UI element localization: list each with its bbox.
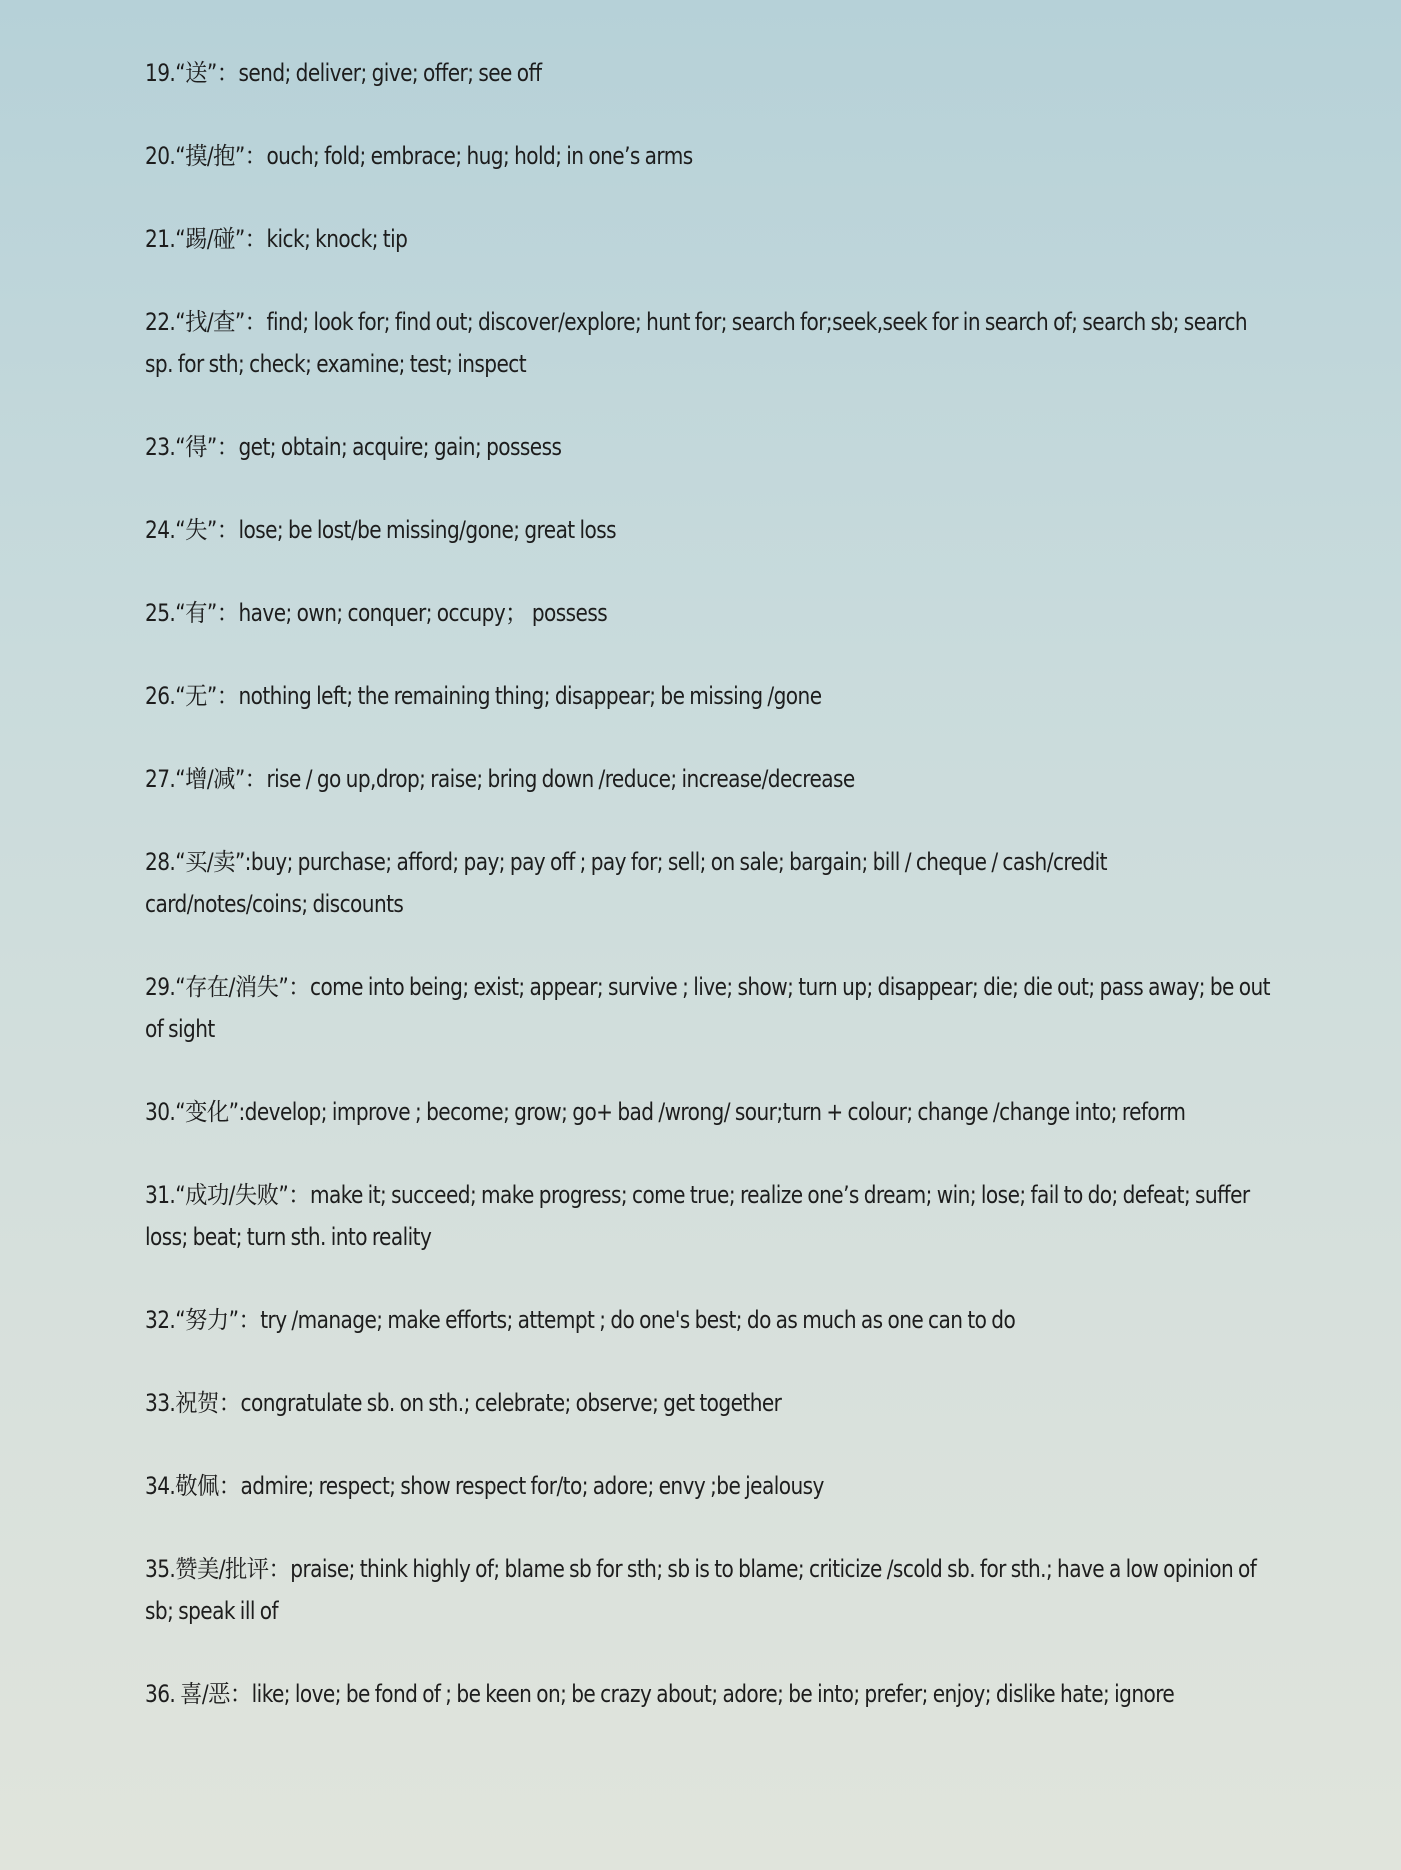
list-item: [145, 841, 1270, 925]
list-item: [145, 426, 1270, 468]
entry-number: 20.: [145, 142, 176, 170]
entry-text: like; love; be fond of ; be keen on; be crazy about; adore; be into; prefer; enjoy; dislike hate; ignore: [251, 1680, 1175, 1708]
entry-text: lose; be lost/be missing/gone; great loss: [238, 516, 617, 544]
entry-number: 28.: [145, 848, 176, 876]
entry-text: nothing left; the remaining thing; disappear; be missing /gone: [238, 682, 822, 710]
entry-term: “有”：: [175, 599, 239, 627]
list-item: [145, 592, 1270, 634]
entry-number: 21.: [145, 225, 176, 253]
list-item: [145, 52, 1270, 94]
entry-text: make it; succeed; make progress; come true; realize one’s dream; win; lose; fail to do; defeat; suffer loss; beat; turn sth. into reality: [145, 1181, 1250, 1251]
entry-text: find; look for; find out; discover/explore; hunt for; search for;seek,seek for in search of; search sb; search sp. for sth; check; examine; test; inspect: [145, 308, 1248, 378]
list-item: [145, 1382, 1270, 1424]
list-item: [145, 1174, 1270, 1258]
entry-text: ouch; fold; embrace; hug; hold; in one’s arms: [266, 142, 693, 170]
list-item: [145, 218, 1270, 260]
list-item: [145, 301, 1270, 385]
entry-text: congratulate sb. on sth.; celebrate; observe; get together: [240, 1389, 782, 1417]
entry-text: kick; knock; tip: [266, 225, 408, 253]
entry-number: 32.: [145, 1306, 176, 1334]
entry-number: 26.: [145, 682, 176, 710]
entry-term: “努力”：: [175, 1306, 261, 1334]
list-item: [145, 1548, 1270, 1632]
entry-term: “存在/消失”：: [175, 973, 310, 1001]
entry-number: 36.: [145, 1680, 176, 1708]
list-item: [145, 1465, 1270, 1507]
entry-number: 30.: [145, 1098, 176, 1126]
entry-number: 27.: [145, 765, 176, 793]
entry-text: come into being; exist; appear; survive ; live; show; turn up; disappear; die; die out; pass away; be out of sight: [145, 973, 1270, 1043]
entry-number: 23.: [145, 433, 176, 461]
list-item: [145, 966, 1270, 1050]
list-item: [145, 135, 1270, 177]
entry-term: “失”：: [175, 516, 239, 544]
entry-term: “无”：: [175, 682, 239, 710]
entry-term: “送”：: [175, 59, 239, 87]
entry-text: rise / go up,drop; raise; bring down /reduce; increase/decrease: [266, 765, 855, 793]
list-item: [145, 1091, 1270, 1133]
entry-term: “踢/碰”：: [175, 225, 267, 253]
entry-number: 22.: [145, 308, 176, 336]
entry-text: have; own; conquer; occupy； possess: [238, 599, 608, 627]
entry-term: “变化”:: [175, 1098, 245, 1126]
entry-term: “成功/失败”：: [175, 1181, 310, 1209]
list-item: [145, 1299, 1270, 1341]
entry-term: 喜/恶：: [175, 1680, 252, 1708]
entry-text: praise; think highly of; blame sb for sth; sb is to blame; criticize /scold sb. for sth.; have a low opinion of sb; speak ill of: [145, 1555, 1257, 1625]
entry-term: “买/卖”:: [175, 848, 251, 876]
entry-number: 34.: [145, 1472, 176, 1500]
entry-term: 祝贺：: [175, 1389, 241, 1417]
entry-term: “增/减”：: [175, 765, 267, 793]
entry-text: get; obtain; acquire; gain; possess: [238, 433, 562, 461]
entry-number: 24.: [145, 516, 176, 544]
entry-number: 31.: [145, 1181, 176, 1209]
entry-term: 赞美/批评：: [175, 1555, 291, 1583]
entry-number: 29.: [145, 973, 176, 1001]
entry-text: buy; purchase; afford; pay; pay off ; pay for; sell; on sale; bargain; bill / cheque / cash/credit card/notes/coins; discounts: [145, 848, 1107, 918]
entry-text: try /manage; make efforts; attempt ; do one's best; do as much as one can to do: [260, 1306, 1016, 1334]
entry-text: admire; respect; show respect for/to; adore; envy ;be jealousy: [240, 1472, 824, 1500]
entry-term: “得”：: [175, 433, 239, 461]
entry-number: 35.: [145, 1555, 176, 1583]
entry-text: send; deliver; give; offer; see off: [238, 59, 542, 87]
entry-text: develop; improve ; become; grow; go+ bad /wrong/ sour;turn + colour; change /change into; reform: [244, 1098, 1186, 1126]
entry-number: 33.: [145, 1389, 176, 1417]
entry-term: “找/查”：: [175, 308, 267, 336]
vocabulary-list: [145, 52, 1270, 1756]
list-item: [145, 1673, 1270, 1715]
list-item: [145, 675, 1270, 717]
entry-term: 敬佩：: [175, 1472, 241, 1500]
entry-number: 19.: [145, 59, 176, 87]
list-item: [145, 758, 1270, 800]
list-item: [145, 509, 1270, 551]
entry-term: “摸/抱”：: [175, 142, 267, 170]
entry-number: 25.: [145, 599, 176, 627]
